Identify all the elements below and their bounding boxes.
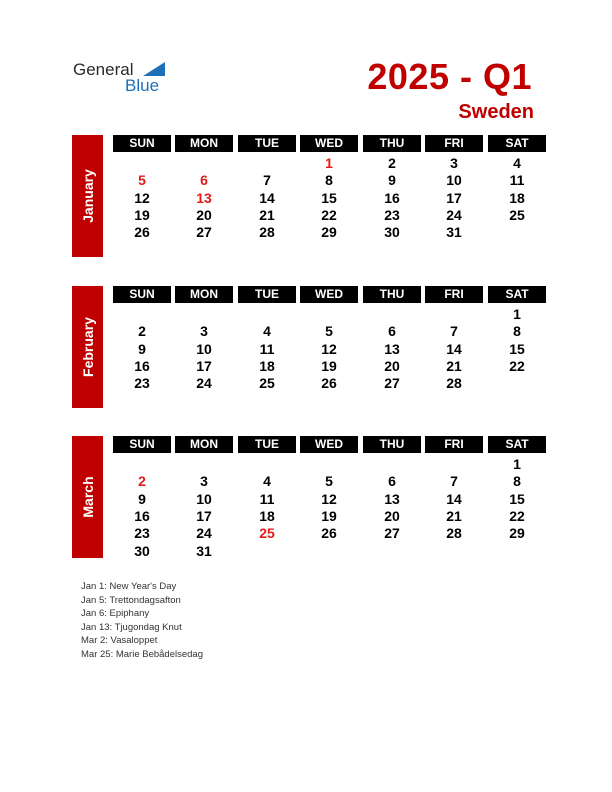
day-cell: 9 [138,490,146,507]
day-cell: 18 [509,189,525,206]
day-cell: 4 [263,473,271,490]
weekday-header: SAT [488,135,546,152]
day-cell: 17 [196,507,212,524]
day-cell: 3 [200,323,208,340]
day-cell: 12 [321,340,337,357]
weekday-header: TUE [238,436,296,453]
day-cell: 8 [325,172,333,189]
page-title: 2025 - Q1 [367,56,532,97]
weekday-header: MON [175,135,233,152]
day-cell: 25 [509,206,525,223]
month-block-february [72,286,540,408]
month-block-january [72,135,540,257]
holiday-note: Mar 25: Marie Bebådelsedag [81,648,203,660]
day-cell: 30 [384,224,400,241]
day-cell: 15 [321,189,337,206]
day-cell: 20 [384,357,400,374]
day-cell: 5 [325,323,333,340]
day-cell: 19 [321,357,337,374]
day-cell: 4 [263,323,271,340]
day-cell: 13 [196,189,212,206]
day-cell: 22 [509,507,525,524]
day-cell: 13 [384,490,400,507]
month-name [72,436,103,558]
day-cell: 1 [513,306,521,322]
day-cell: 27 [384,375,400,392]
day-cell: 3 [200,473,208,490]
day-cell: 6 [388,323,396,340]
day-cell: 11 [509,172,525,189]
day-cell: 25 [259,375,275,392]
day-cell: 11 [259,490,275,507]
day-cell: 28 [259,224,275,241]
logo-general-text: General [73,60,134,79]
day-cell: 20 [196,206,212,223]
day-cell: 21 [446,357,462,374]
weekday-header: WED [300,286,358,303]
logo-triangle-icon [143,62,165,76]
day-cell: 16 [134,507,150,524]
weekday-header: SUN [113,436,171,453]
month-name-text: February [79,317,96,377]
day-cell: 15 [509,490,525,507]
day-cell: 2 [138,473,146,490]
day-cell: 23 [134,525,150,542]
day-cell: 7 [450,323,458,340]
day-cell: 16 [384,189,400,206]
logo-blue-text: Blue [125,76,160,95]
day-cell: 8 [513,323,521,340]
day-cell: 26 [321,525,337,542]
day-cell: 29 [321,224,337,241]
day-cell: 19 [134,206,150,223]
day-cell: 24 [196,525,212,542]
day-cell: 5 [138,172,146,189]
month-name-text: March [79,476,96,518]
day-cell: 23 [384,206,400,223]
day-cell: 22 [509,357,525,374]
day-cell: 10 [446,172,462,189]
day-cell: 14 [259,189,275,206]
day-cell: 23 [134,375,150,392]
day-cell: 10 [196,490,212,507]
holiday-note: Jan 6: Epiphany [81,608,150,620]
day-cell: 27 [196,224,212,241]
day-cell: 24 [196,375,212,392]
day-cell: 31 [196,542,212,559]
day-cell: 7 [450,473,458,490]
day-cell: 30 [134,542,150,559]
day-cell: 9 [388,172,396,189]
weekday-header: TUE [238,135,296,152]
weekday-header: WED [300,436,358,453]
weekday-header: MON [175,436,233,453]
day-cell: 1 [325,155,333,171]
day-cell: 18 [259,507,275,524]
month-name [72,286,103,408]
day-cell: 2 [138,323,146,340]
day-cell: 19 [321,507,337,524]
day-cell: 9 [138,340,146,357]
day-cell: 24 [446,206,462,223]
day-cell: 11 [259,340,275,357]
day-cell: 17 [196,357,212,374]
day-cell: 14 [446,340,462,357]
day-cell: 2 [388,155,396,171]
month-name [72,135,103,257]
day-cell: 3 [450,155,458,171]
generalblue-logo [73,60,173,96]
weekday-header: FRI [425,135,483,152]
holiday-note: Jan 13: Tjugondag Knut [81,621,182,633]
holiday-note: Jan 5: Trettondagsafton [81,594,181,606]
day-cell: 31 [446,224,462,241]
holiday-note: Mar 2: Vasaloppet [81,635,158,647]
day-cell: 5 [325,473,333,490]
country-name: Sweden [458,101,534,123]
weekday-header: TUE [238,286,296,303]
weekday-header: THU [363,135,421,152]
day-cell: 25 [259,525,275,542]
day-cell: 12 [134,189,150,206]
day-cell: 22 [321,206,337,223]
weekday-header: SUN [113,135,171,152]
day-cell: 21 [446,507,462,524]
day-cell: 18 [259,357,275,374]
weekday-header: WED [300,135,358,152]
day-cell: 29 [509,525,525,542]
day-cell: 26 [321,375,337,392]
day-cell: 6 [388,473,396,490]
day-cell: 10 [196,340,212,357]
day-cell: 26 [134,224,150,241]
day-cell: 6 [200,172,208,189]
holiday-note: Jan 1: New Year's Day [81,581,177,592]
weekday-header: SUN [113,286,171,303]
day-cell: 27 [384,525,400,542]
day-cell: 28 [446,375,462,392]
weekday-header: SAT [488,286,546,303]
day-cell: 17 [446,189,462,206]
day-cell: 21 [259,206,275,223]
holiday-notes [81,580,203,662]
day-cell: 14 [446,490,462,507]
weekday-header: SAT [488,436,546,453]
day-cell: 8 [513,473,521,490]
weekday-header: MON [175,286,233,303]
day-cell: 28 [446,525,462,542]
day-cell: 15 [509,340,525,357]
day-cell: 4 [513,155,521,171]
day-cell: 12 [321,490,337,507]
day-cell: 13 [384,340,400,357]
weekday-header: FRI [425,436,483,453]
day-cell: 1 [513,456,521,472]
day-cell: 7 [263,172,271,189]
day-cell: 20 [384,507,400,524]
weekday-header: THU [363,286,421,303]
month-block-march [72,436,540,558]
weekday-header: FRI [425,286,483,303]
day-cell: 16 [134,357,150,374]
month-name-text: January [79,169,96,223]
weekday-header: THU [363,436,421,453]
